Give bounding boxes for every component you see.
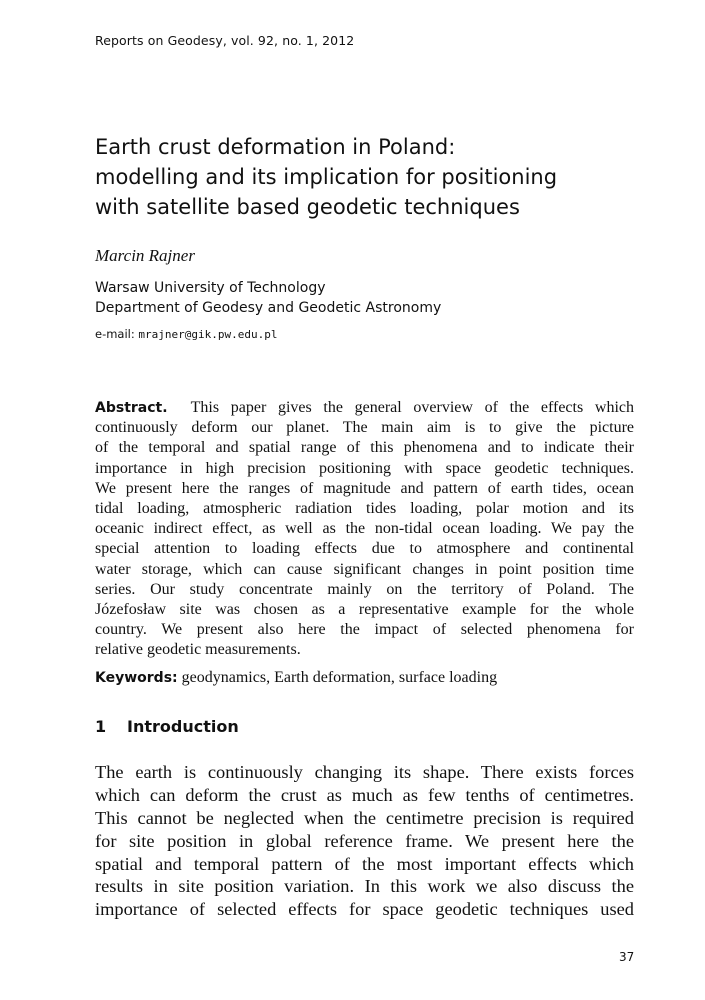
keywords-text: geodynamics, Earth deformation, surface loading <box>181 669 498 686</box>
keywords <box>95 669 497 687</box>
paper-title <box>95 132 655 222</box>
abstract <box>95 398 634 660</box>
section-heading <box>95 717 239 736</box>
body-line: which can deform the crust as much as few tenths of centimetres. <box>95 784 634 805</box>
abstract-line: series. Our study concentrate mainly on the territory of Poland. The <box>95 580 634 598</box>
body-line: spatial and temporal pattern of the most important effects which <box>95 853 634 874</box>
body-line: The earth is continuously changing its shape. There exists forces <box>95 762 634 782</box>
title-line: with satellite based geodetic techniques <box>95 195 520 219</box>
affiliation-line: Warsaw University of Technology <box>95 280 326 296</box>
email-address[interactable]: mrajner@gik.pw.edu.pl <box>138 328 278 341</box>
author-name: Marcin Rajner <box>95 246 195 265</box>
body-line: for site position in global reference frame. We present here the <box>95 830 634 851</box>
journal-header: Reports on Geodesy, vol. 92, no. 1, 2012 <box>95 33 355 48</box>
section-number: 1 <box>95 717 107 736</box>
abstract-line: relative geodetic measurements. <box>95 641 301 659</box>
body-paragraph <box>95 761 634 921</box>
title-line: Earth crust deformation in Poland: <box>95 135 456 159</box>
title-line: modelling and its implication for positioning <box>95 165 558 189</box>
email-label: e-mail: <box>95 327 135 341</box>
abstract-line: tidal loading, atmospheric radiation tides loading, polar motion and its <box>95 499 634 517</box>
affiliation-line: Department of Geodesy and Geodetic Astronomy <box>95 300 442 316</box>
body-line: results in site position variation. In this work we also discuss the <box>95 876 634 897</box>
abstract-line: special attention to loading effects due to atmosphere and continental <box>95 540 634 558</box>
affiliation <box>95 278 441 318</box>
abstract-line: We present here the ranges of magnitude and pattern of earth tides, ocean <box>95 479 634 497</box>
body-line: importance of selected effects for space geodetic techniques used <box>95 899 634 920</box>
email-line <box>95 327 277 341</box>
abstract-line: continuously deform our planet. The main aim is to give the picture <box>95 419 634 437</box>
abstract-line: oceanic indirect effect, as well as the non-tidal ocean loading. We pay the <box>95 520 634 538</box>
abstract-line: of the temporal and spatial range of this phenomena and to indicate their <box>95 439 634 457</box>
abstract-label: Abstract. <box>95 400 168 416</box>
abstract-line: country. We present also here the impact of selected phenomena for <box>95 621 634 639</box>
body-line: This cannot be neglected when the centimetre precision is required <box>95 807 634 828</box>
section-title: Introduction <box>127 717 239 736</box>
abstract-line: water storage, which can cause significant changes in point position time <box>95 560 634 578</box>
abstract-line: Józefosław site was chosen as a representative example for the whole <box>95 600 634 618</box>
abstract-line <box>95 398 634 418</box>
abstract-line: importance in high precision positioning with space geodetic techniques. <box>95 459 634 477</box>
keywords-label: Keywords: <box>95 670 178 686</box>
page-number: 37 <box>619 950 635 964</box>
abstract-text: This paper gives the general overview of the effects which <box>190 399 634 416</box>
